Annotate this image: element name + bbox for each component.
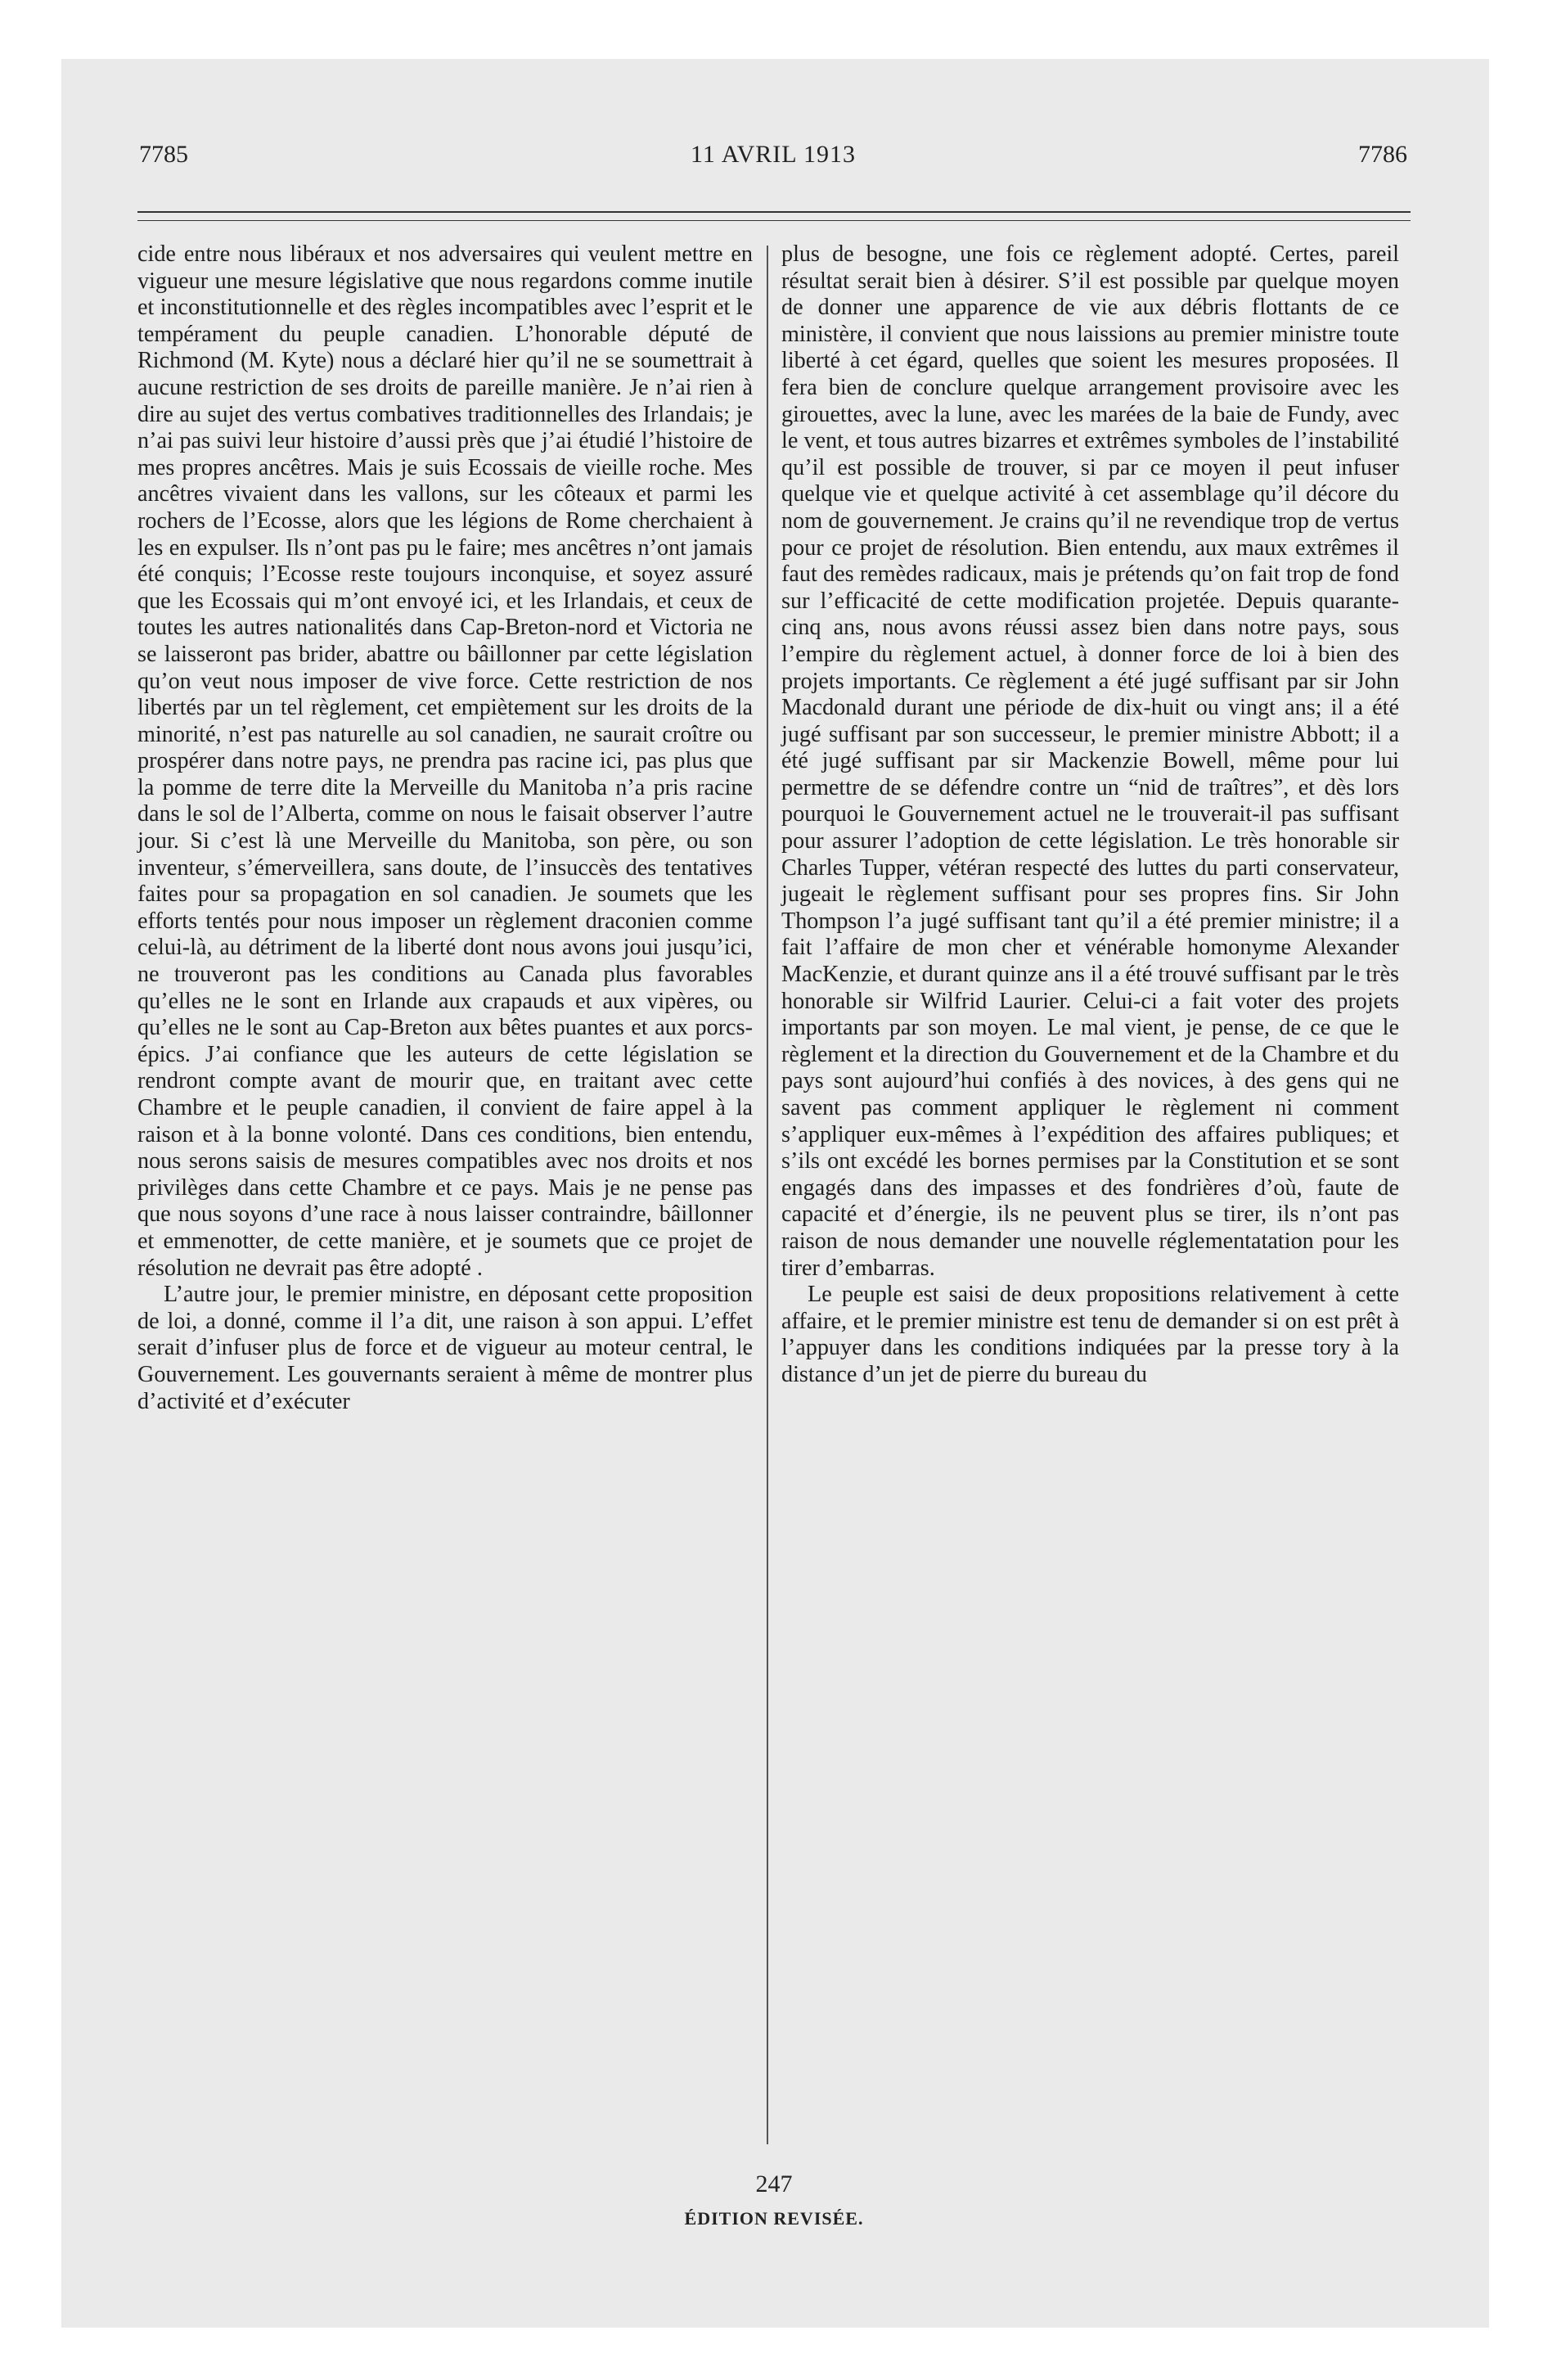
left-paragraph-2: L’autre jour, le premier ministre, en déposant cette proposition de loi, a donné, comme il l’a dit, une raison à son appui. L’effet serait d’infuser plus de force et de vigueur au moteur central, le Gouvernement. Les gouvernants seraient à même de montrer plus d’activité et d’exécuter: [137, 1282, 753, 1414]
right-paragraph-2: Le peuple est saisi de deux propositions relativement à cette affaire, et le premier ministre est tenu de demander si on est prêt à l’appuyer dans les conditions indiquées par la presse tory à la distance d’un jet de pierre du bureau du: [781, 1282, 1399, 1387]
column-divider: [767, 246, 768, 2144]
left-column: [137, 241, 753, 1415]
page-number-left: 7785: [139, 141, 188, 168]
header-rule-thin: [137, 220, 1411, 221]
left-paragraph-1: cide entre nous libéraux et nos adversaires qui veulent mettre en vigueur une mesure législative que nous regardons comme inutile et inconstitutionnelle et des règles incompatibles avec l’esprit et le tempérament du peuple canadien. L’honorable député de Richmond (M. Kyte) nous a déclaré hier qu’il ne se soumettrait à aucune restriction de ses droits de pareille manière. Je n’ai rien à dire au sujet des vertus combatives traditionnelles des Irlandais; je n’ai pas suivi leur histoire d’aussi près que j’ai étudié l’histoire de mes propres ancêtres. Mais je suis Ecossais de vieille roche. Mes ancêtres vivaient dans les vallons, sur les côteaux et parmi les rochers de l’Ecosse, alors que les légions de Rome cherchaient à les en expulser. Ils n’ont pas pu le faire; mes ancêtres n’ont jamais été conquis; l’Ecosse reste toujours inconquise, et soyez assuré que les Ecossais qui m’ont envoyé ici, et les Irlandais, et ceux de toutes les autres nationalités dans Cap-Breton-nord et Victoria ne se laisseront pas brider, abattre ou bâillonner par cette législation qu’on veut nous imposer de vive force. Cette restriction de nos libertés par un tel règlement, cet empiètement sur les droits de la minorité, n’est pas naturelle au sol canadien, ne saurait croître ou prospérer dans notre pays, ne prendra pas racine ici, pas plus que la pomme de terre dite la Merveille du Manitoba n’a pris racine dans le sol de l’Alberta, comme on nous le faisait observer l’autre jour. Si c’est là une Merveille du Manitoba, son père, ou son inventeur, s’émerveillera, sans doute, de l’insuccès des tentatives faites pour sa propagation en sol canadien. Je soumets que les efforts tentés pour nous imposer un règlement draconien comme celui-là, au détriment de la liberté dont nous avons joui jusqu’ici, ne trouveront pas les conditions au Canada plus favorables qu’elles ne le sont en Irlande aux crapauds et aux vipères, ou qu’elles ne le sont au Cap-Breton aux bêtes puantes et aux porcs-épics. J’ai confiance que les auteurs de cette législation se rendront compte avant de mourir que, en traitant avec cette Chambre et le peuple canadien, il convient de faire appel à la raison et à la bonne volonté. Dans ces conditions, bien entendu, nous serons saisis de mesures compatibles avec nos droits et nos privilèges dans cette Chambre et ce pays. Mais je ne pense pas que nous soyons d’une race à nous laisser contraindre, bâillonner et emmenotter, de cette manière, et je soumets que ce projet de résolution ne devrait pas être adopté .: [137, 241, 753, 1281]
running-header: [139, 141, 1407, 182]
right-paragraph-1: plus de besogne, une fois ce règlement adopté. Certes, pareil résultat serait bien à désirer. S’il est possible par quelque moyen de donner une apparence de vie aux débris flottants de ce ministère, il convient que nous laissions au premier ministre toute liberté à cet égard, quelles que soient les mesures proposées. Il fera bien de conclure quelque arrangement provisoire avec les girouettes, avec la lune, avec les marées de la baie de Fundy, avec le vent, et tous autres bizarres et extrêmes symboles de l’instabilité qu’il est possible de trouver, si par ce moyen il peut infuser quelque vie et quelque activité à cet assemblage qu’il décore du nom de gouvernement. Je crains qu’il ne revendique trop de vertus pour ce projet de résolution. Bien entendu, aux maux extrêmes il faut des remèdes radicaux, mais je prétends qu’on fait trop de fond sur l’efficacité de cette modification projetée. Depuis quarante-cinq ans, nous avons réussi assez bien dans notre pays, sous l’empire du règlement actuel, à donner force de loi à bien des projets importants. Ce règlement a été jugé suffisant par sir John Macdonald durant une période de dix-huit ou vingt ans; il a été jugé suffisant par son successeur, le premier ministre Abbott; il a été jugé suffisant par sir Mackenzie Bowell, même pour lui permettre de se défendre contre un “nid de traîtres”, et dès lors pourquoi le Gouvernement actuel ne le trouverait-il pas suffisant pour assurer l’adoption de cette législation. Le très honorable sir Charles Tupper, vétéran respecté des luttes du parti conservateur, jugeait le règlement suffisant pour ses propres fins. Sir John Thompson l’a jugé suffisant tant qu’il a été premier ministre; il a fait l’affaire de mon cher et vénérable homonyme Alexander MacKenzie, et durant quinze ans il a été trouvé suffisant par le très honorable sir Wilfrid Laurier. Celui-ci a fait voter des projets importants par son moyen. Le mal vient, je pense, de ce que le règlement et la direction du Gouvernement et de la Chambre et du pays sont aujourd’hui confiés à des novices, à des gens qui ne savent pas comment appliquer le règlement ni comment s’appliquer eux-mêmes à l’expédition des affaires publiques; et s’ils ont excédé les bornes permises par la Constitution et se sont engagés dans des impasses et des fondrières d’où, faute de capacité et d’énergie, ils ne peuvent plus se tirer, ils n’ont pas raison de nous demander une nouvelle réglementatation pour les tirer d’embarras.: [781, 241, 1399, 1281]
edition-note: ÉDITION REVISÉE.: [684, 2208, 864, 2229]
folio-number: 247: [755, 2170, 793, 2197]
page-number-right: 7786: [1358, 141, 1407, 168]
header-rule-thick: [137, 211, 1411, 213]
header-date: 11 AVRIL 1913: [691, 141, 856, 168]
right-column: [781, 241, 1399, 1389]
